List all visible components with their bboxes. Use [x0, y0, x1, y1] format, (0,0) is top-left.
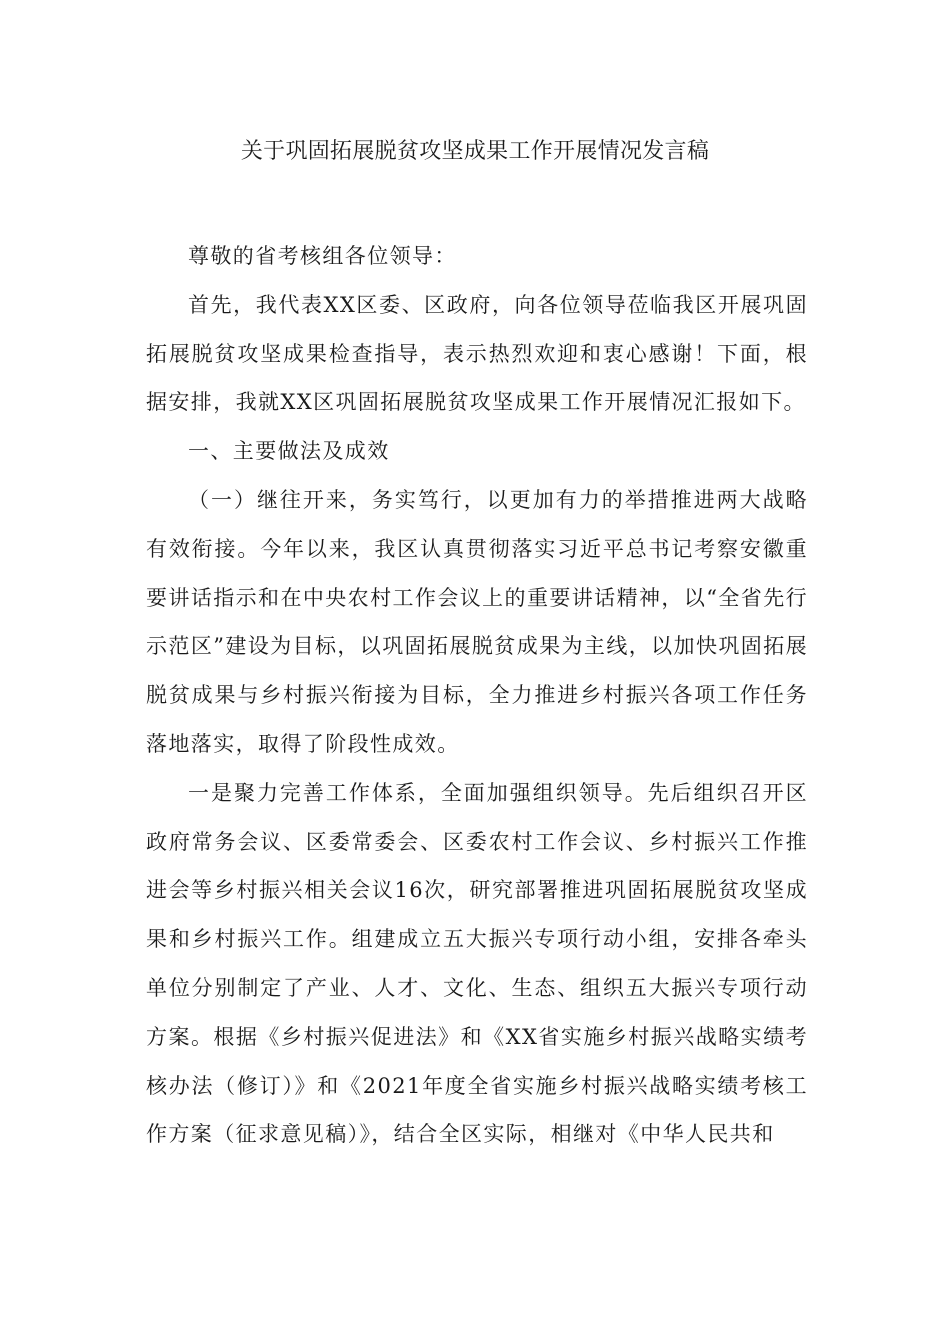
- document-body: [146, 232, 808, 1159]
- subsection-paragraph: （一）继往开来，务实笃行，以更加有力的举措推进两大战略有效衔接。今年以来，我区认真贯彻落实习近平总书记考察安徽重要讲话指示和在中央农村工作会议上的重要讲话精神，以“全省先行示范区”建设为目标，以巩固拓展脱贫成果为主线，以加快巩固拓展脱贫成果与乡村振兴衔接为目标，全力推进乡村振兴各项工作任务落地落实，取得了阶段性成效。: [146, 487, 808, 756]
- salutation-paragraph: 尊敬的省考核组各位领导：: [188, 244, 457, 268]
- document-title: 关于巩固拓展脱贫攻坚成果工作开展情况发言稿: [240, 139, 710, 164]
- section-heading: 一、主要做法及成效: [188, 439, 390, 464]
- body-paragraph: 一是聚力完善工作体系，全面加强组织领导。先后组织召开区政府常务会议、区委常委会、区委农村工作会议、乡村振兴工作推进会等乡村振兴相关会议16次，研究部署推进巩固拓展脱贫攻坚成果和乡村振兴工作。组建成立五大振兴专项行动小组，安排各牵头单位分别制定了产业、人才、文化、生态、组织五大振兴专项行动方案。根据《乡村振兴促进法》和《XX省实施乡村振兴战略实绩考核办法（修订）》和《2021年度全省实施乡村振兴战略实绩考核工作方案（征求意见稿）》，结合全区实际，相继对《中华人民共和: [146, 780, 808, 1147]
- opening-paragraph: 首先，我代表XX区委、区政府，向各位领导莅临我区开展巩固拓展脱贫攻坚成果检查指导，表示热烈欢迎和衷心感谢！下面，根据安排，我就XX区巩固拓展脱贫攻坚成果工作开展情况汇报如下。: [146, 292, 808, 415]
